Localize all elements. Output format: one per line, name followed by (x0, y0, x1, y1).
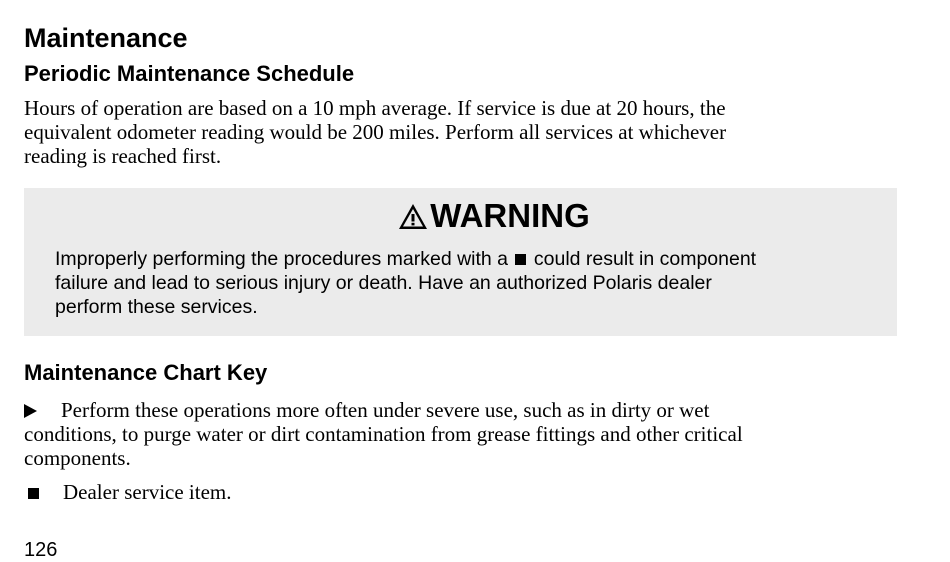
warning-triangle-icon (398, 203, 428, 230)
page-title: Maintenance (24, 23, 188, 53)
section-heading: Periodic Maintenance Schedule (24, 61, 355, 86)
warning-line-start: Improperly performing the procedures marked with a (55, 248, 509, 270)
warning-heading (0, 196, 950, 239)
page-number: 126 (24, 539, 58, 561)
intro-paragraph (24, 96, 884, 168)
chart-key-item (24, 398, 904, 470)
intro-line: reading is reached first. (24, 144, 222, 168)
warning-line: failure and lead to serious injury or death. Have an authorized Polaris dealer (55, 272, 712, 294)
square-bullet-icon (28, 488, 39, 499)
warning-line: perform these services. (55, 296, 258, 318)
intro-line: equivalent odometer reading would be 200 miles. Perform all services at whichever (24, 120, 727, 144)
chart-key-text: Perform these operations more often under severe use, such as in dirty or wet (61, 398, 710, 422)
triangle-bullet-icon (24, 404, 37, 418)
dealer-square-icon (515, 254, 526, 265)
chart-key-line: conditions, to purge water or dirt contamination from grease fittings and other critical (24, 422, 743, 446)
chart-key-text: Dealer service item. (63, 480, 232, 504)
chart-key-line (24, 398, 904, 422)
warning-heading-text: WARNING (430, 197, 590, 234)
chart-key-line: components. (24, 446, 131, 470)
warning-line-end: could result in component (533, 248, 757, 270)
warning-text (55, 247, 875, 319)
intro-line: Hours of operation are based on a 10 mph average. If service is due at 20 hours, the (24, 96, 726, 120)
chart-key-item (24, 480, 232, 504)
chart-key-heading: Maintenance Chart Key (24, 360, 268, 385)
warning-line (55, 247, 875, 271)
